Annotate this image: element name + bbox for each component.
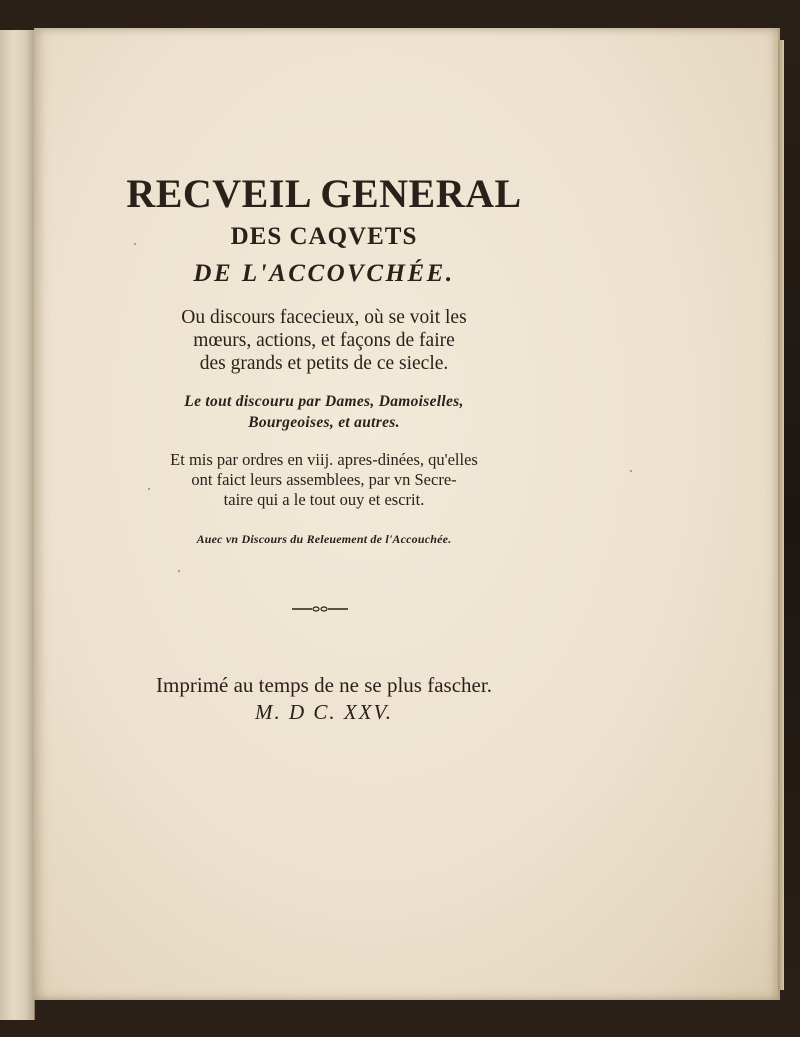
authors-line: Bourgeoises, et autres. (248, 414, 400, 431)
paper-speck (134, 243, 136, 245)
title-block (104, 150, 544, 547)
authors-paragraph (104, 391, 544, 433)
imprint-block (104, 672, 544, 726)
page-edge (778, 40, 784, 990)
description-paragraph (104, 306, 544, 375)
authors-line: Le tout discouru par Dames, Damoiselles, (184, 393, 464, 410)
subtitle-italic: DE L'ACCOVCHÉE. (193, 260, 455, 287)
ornament-divider (290, 604, 350, 614)
imprint-year: M. D C. XXV. (255, 700, 393, 724)
description-line: mœurs, actions, et façons de faire (193, 330, 455, 351)
previous-page-edge (0, 30, 35, 1020)
subtitle: DES CAQVETS (230, 223, 418, 250)
paper-speck (178, 570, 180, 572)
description-line: Ou discours facecieux, où se voit les (181, 307, 467, 328)
paper-speck (630, 470, 632, 472)
description-line: des grands et petits de ce siecle. (199, 353, 449, 374)
imprint-place: Imprimé au temps de ne se plus fascher. (156, 673, 492, 697)
arrangement-line: Et mis par ordres en viij. apres-dinées, qu'elles (170, 450, 478, 469)
main-title: RECVEIL GENERAL (126, 171, 522, 216)
arrangement-line: taire qui a le tout ouy et escrit. (223, 490, 425, 509)
arrangement-line: ont faict leurs assemblees, par vn Secre- (191, 470, 457, 489)
paper-speck (148, 488, 150, 490)
supplement-note: Auec vn Discours du Releuement de l'Accouchée. (196, 532, 452, 546)
arrangement-paragraph (104, 450, 544, 510)
